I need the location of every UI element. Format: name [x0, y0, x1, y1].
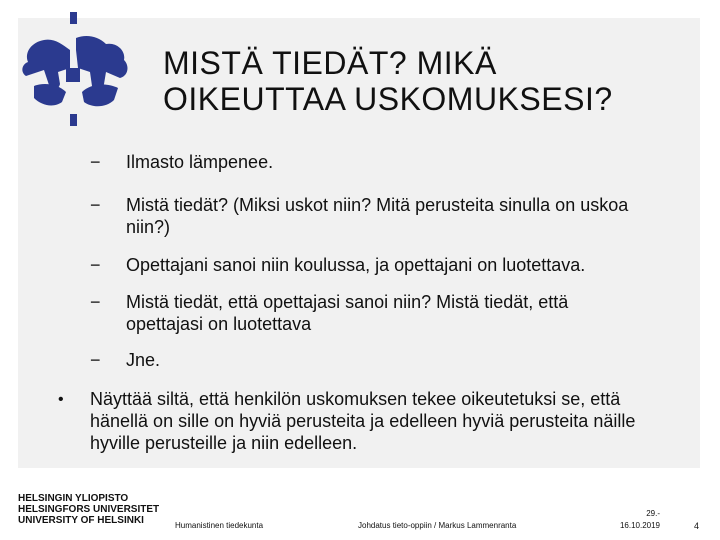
main-point-text: Näyttää siltä, että henkilön uskomuksen tekee oikeutetuksi se, että hänellä on sille on hyviä perusteita ja edelleen hyviä perusteita näille hyville perusteille ja niin edelleen. [90, 389, 636, 453]
bullet-item: Ilmasto lämpenee. [126, 152, 274, 172]
slide-title-line-2: OIKEUTTAA USKOMUKSESI? [163, 81, 613, 117]
footer-course: Johdatus tieto-oppiin / Markus Lammenranta [358, 521, 517, 530]
page-number: 4 [694, 521, 700, 531]
bullet-marker: • [58, 391, 64, 408]
university-name [18, 493, 159, 526]
bullet-item: Mistä tiedät? (Miksi uskot niin? Mitä perusteita sinulla on uskoa niin?) [126, 195, 629, 237]
slide-title-line-1: MISTÄ TIEDÄT? MIKÄ [163, 45, 497, 81]
university-name-fi: HELSINGIN YLIOPISTO [18, 493, 129, 504]
dash-marker: − [90, 195, 101, 215]
footer-date-line-1: 29.- [646, 509, 660, 518]
dash-marker: − [90, 255, 101, 275]
university-name-sv: HELSINGFORS UNIVERSITET [18, 504, 160, 515]
university-name-en: UNIVERSITY OF HELSINKI [18, 515, 144, 526]
footer-faculty: Humanistinen tiedekunta [175, 521, 264, 530]
dash-marker: − [90, 292, 101, 312]
dash-marker: − [90, 350, 101, 370]
dash-marker: − [90, 152, 101, 172]
footer-date [610, 508, 660, 532]
bullet-item: Mistä tiedät, että opettajasi sanoi niin? Mistä tiedät, että opettajasi on luotettava [126, 292, 569, 334]
footer-date-line-2: 16.10.2019 [619, 521, 660, 530]
bullet-item: Jne. [126, 350, 161, 370]
bullet-item: Opettajani sanoi niin koulussa, ja opettajani on luotettava. [126, 255, 586, 275]
